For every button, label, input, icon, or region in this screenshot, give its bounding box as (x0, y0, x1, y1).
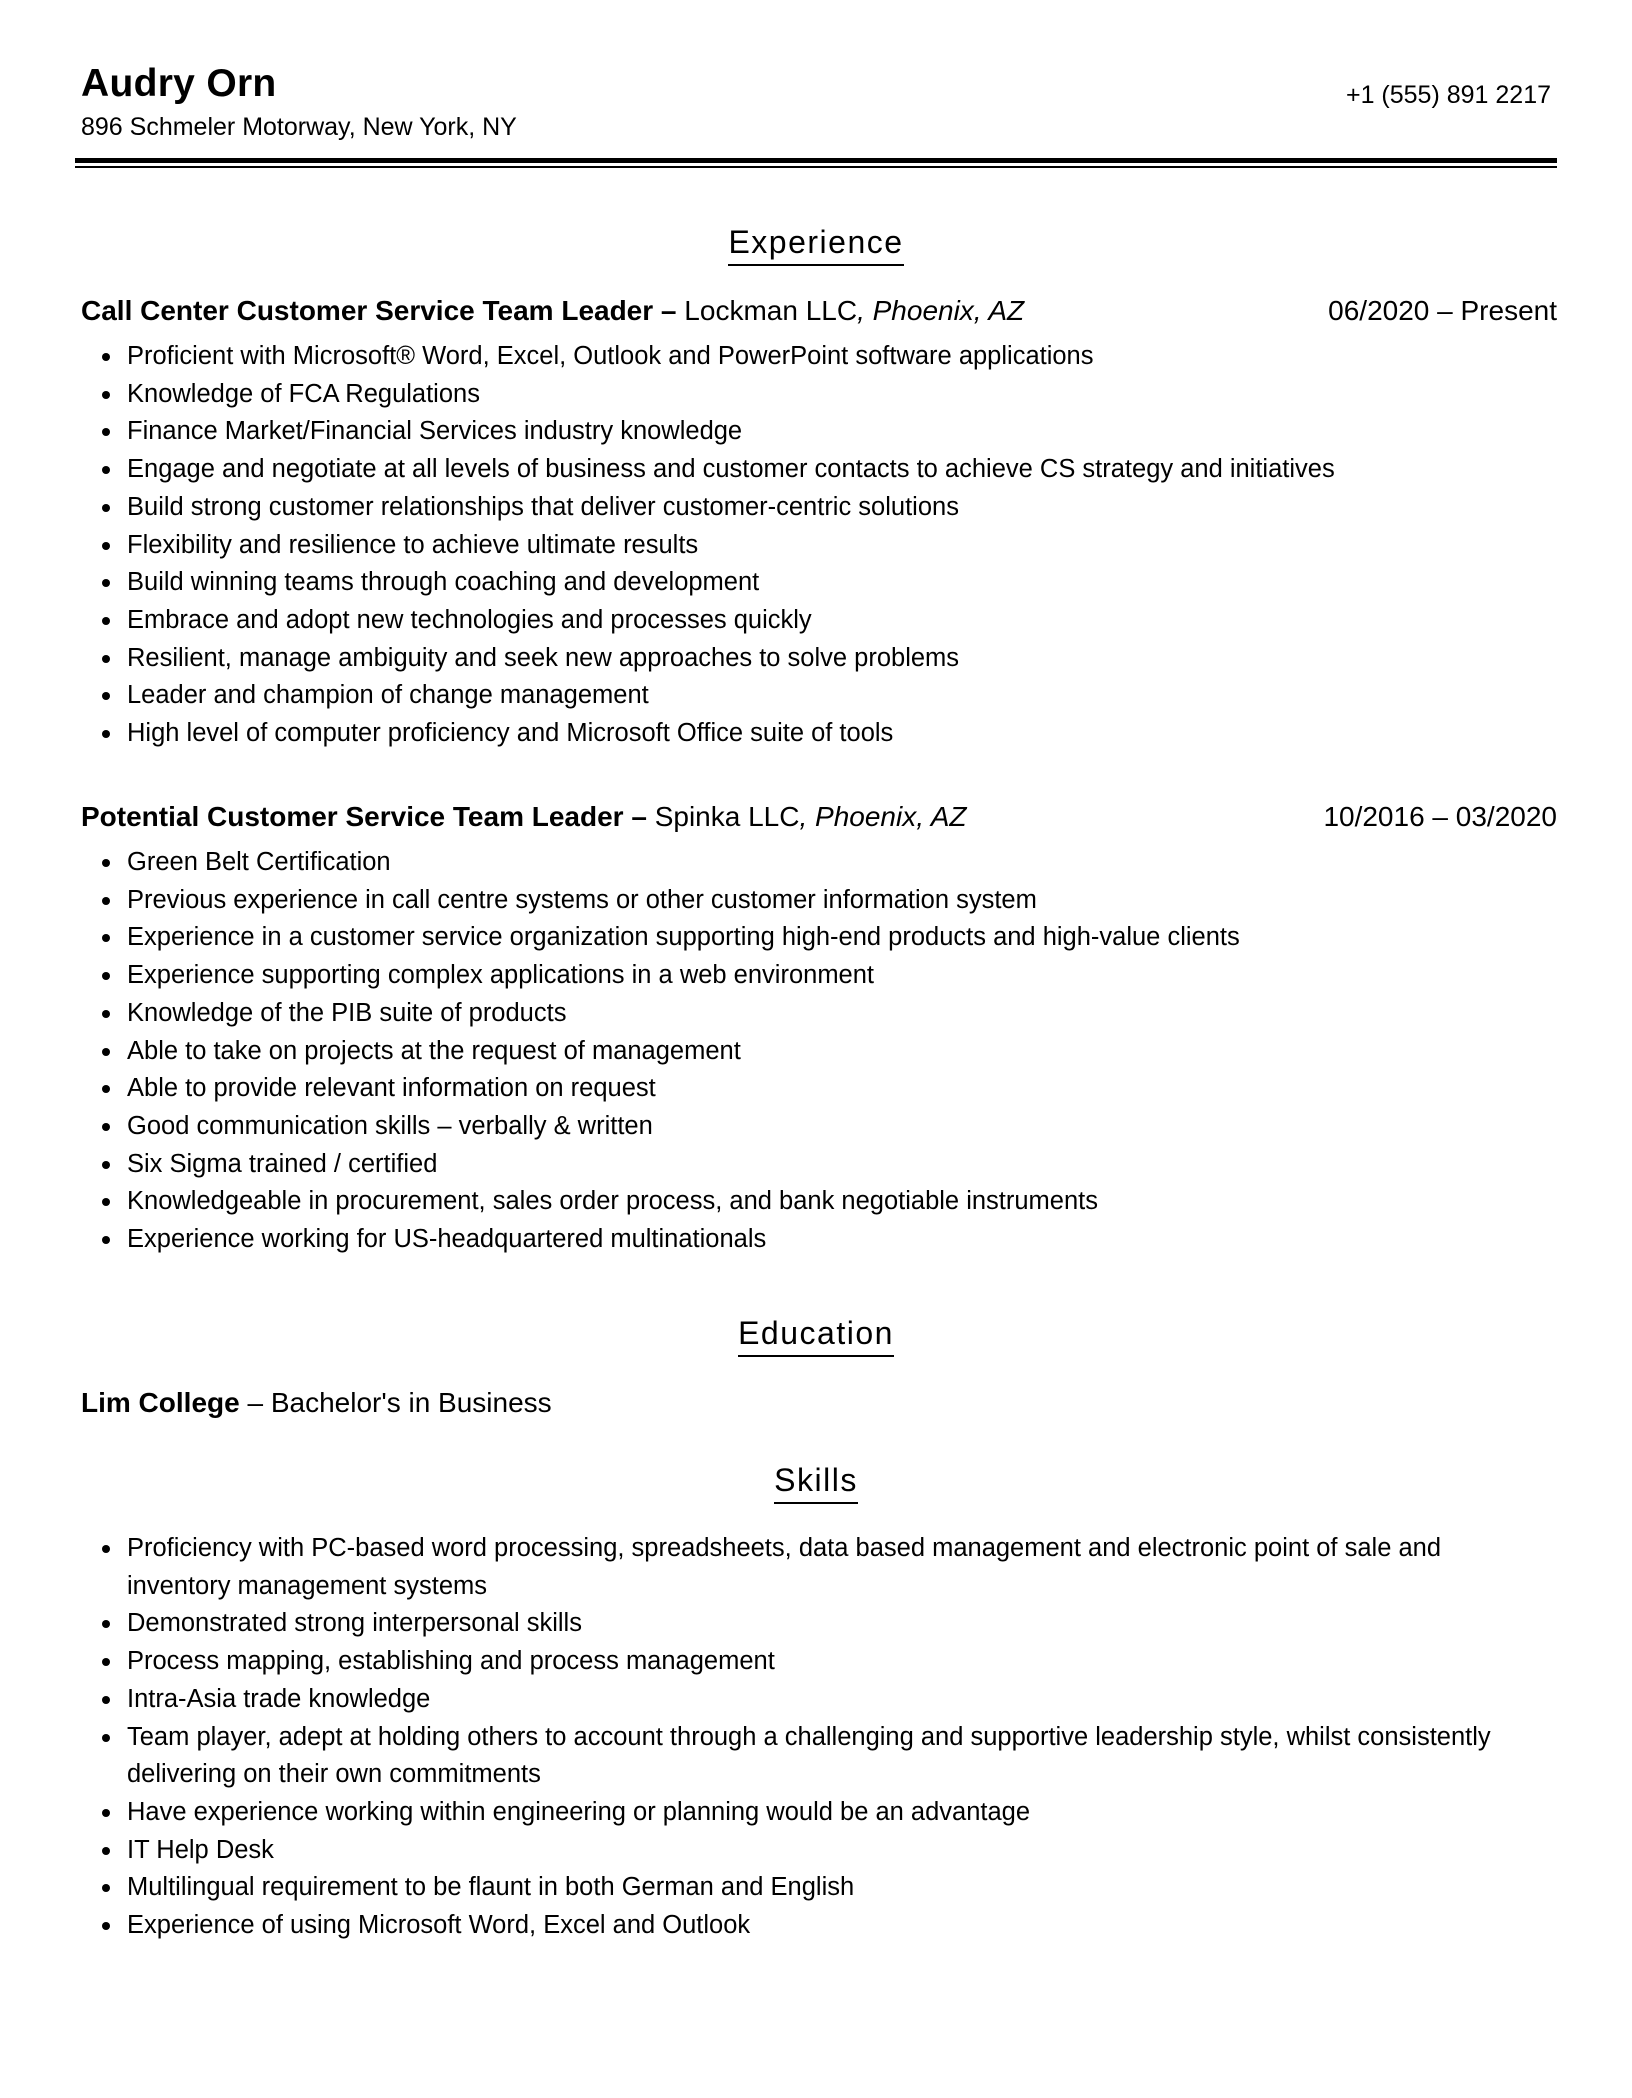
list-item: Demonstrated strong interpersonal skills (81, 1605, 1521, 1643)
list-item: Experience in a customer service organization supporting high-end products and high-value clients (81, 919, 1511, 957)
list-item: Experience working for US-headquartered multinationals (81, 1221, 1511, 1259)
section-title-education (0, 1313, 1632, 1357)
list-item: Good communication skills – verbally & written (81, 1108, 1511, 1146)
job-dates: 06/2020 – Present (1328, 295, 1557, 326)
list-item: Flexibility and resilience to achieve ultimate results (81, 527, 1511, 565)
list-item: IT Help Desk (81, 1832, 1521, 1870)
list-item: Process mapping, establishing and process management (81, 1643, 1521, 1681)
job-location: , Phoenix, AZ (799, 801, 967, 832)
list-item: Previous experience in call centre systems or other customer information system (81, 882, 1511, 920)
job-header (81, 798, 1557, 836)
list-item: Able to provide relevant information on request (81, 1070, 1511, 1108)
list-item: Build strong customer relationships that deliver customer-centric solutions (81, 489, 1511, 527)
job-company: Spinka LLC (646, 801, 800, 832)
job-bullet-list (81, 338, 1511, 753)
list-item: Six Sigma trained / certified (81, 1146, 1511, 1184)
job-company: Lockman LLC (676, 295, 858, 326)
candidate-name: Audry Orn (81, 62, 277, 105)
list-item: High level of computer proficiency and Microsoft Office suite of tools (81, 715, 1511, 753)
job-location: , Phoenix, AZ (857, 295, 1025, 326)
list-item: Finance Market/Financial Services industry knowledge (81, 413, 1511, 451)
section-title-skills-text: Skills (774, 1460, 858, 1504)
candidate-phone: +1 (555) 891 2217 (1345, 81, 1551, 109)
job-title: Call Center Customer Service Team Leader – (81, 295, 677, 326)
section-title-skills (0, 1460, 1632, 1504)
section-title-education-text: Education (738, 1313, 894, 1357)
education-entry (81, 1384, 552, 1422)
job-bullet-list (81, 844, 1511, 1259)
skills-bullet-list (81, 1530, 1521, 1945)
header-divider-thin (75, 166, 1557, 168)
section-title-experience (0, 222, 1632, 266)
list-item: Embrace and adopt new technologies and processes quickly (81, 602, 1511, 640)
list-item: Green Belt Certification (81, 844, 1511, 882)
list-item: Knowledgeable in procurement, sales order process, and bank negotiable instruments (81, 1183, 1511, 1221)
job-header (81, 292, 1557, 330)
list-item: Build winning teams through coaching and development (81, 564, 1511, 602)
list-item: Engage and negotiate at all levels of business and customer contacts to achieve CS strategy and initiatives (81, 451, 1511, 489)
list-item: Intra-Asia trade knowledge (81, 1681, 1521, 1719)
education-degree: – Bachelor's in Business (239, 1387, 552, 1418)
list-item: Have experience working within engineering or planning would be an advantage (81, 1794, 1521, 1832)
list-item: Team player, adept at holding others to account through a challenging and supportive leadership style, whilst consistently delivering on their own commitments (81, 1719, 1521, 1794)
section-title-experience-text: Experience (728, 222, 903, 266)
job-title: Potential Customer Service Team Leader – (81, 801, 647, 832)
list-item: Multilingual requirement to be flaunt in both German and English (81, 1869, 1521, 1907)
candidate-address: 896 Schmeler Motorway, New York, NY (81, 113, 517, 141)
header-divider-thick (75, 158, 1557, 163)
resume-header (81, 58, 1551, 144)
list-item: Knowledge of the PIB suite of products (81, 995, 1511, 1033)
list-item: Leader and champion of change management (81, 677, 1511, 715)
education-school: Lim College (81, 1387, 240, 1418)
list-item: Proficient with Microsoft® Word, Excel, Outlook and PowerPoint software applications (81, 338, 1511, 376)
list-item: Proficiency with PC-based word processing, spreadsheets, data based management and electronic point of sale and inventory management systems (81, 1530, 1521, 1605)
job-dates: 10/2016 – 03/2020 (1323, 801, 1557, 832)
list-item: Experience supporting complex applications in a web environment (81, 957, 1511, 995)
list-item: Experience of using Microsoft Word, Excel and Outlook (81, 1907, 1521, 1945)
list-item: Knowledge of FCA Regulations (81, 376, 1511, 414)
list-item: Resilient, manage ambiguity and seek new approaches to solve problems (81, 640, 1511, 678)
list-item: Able to take on projects at the request of management (81, 1033, 1511, 1071)
